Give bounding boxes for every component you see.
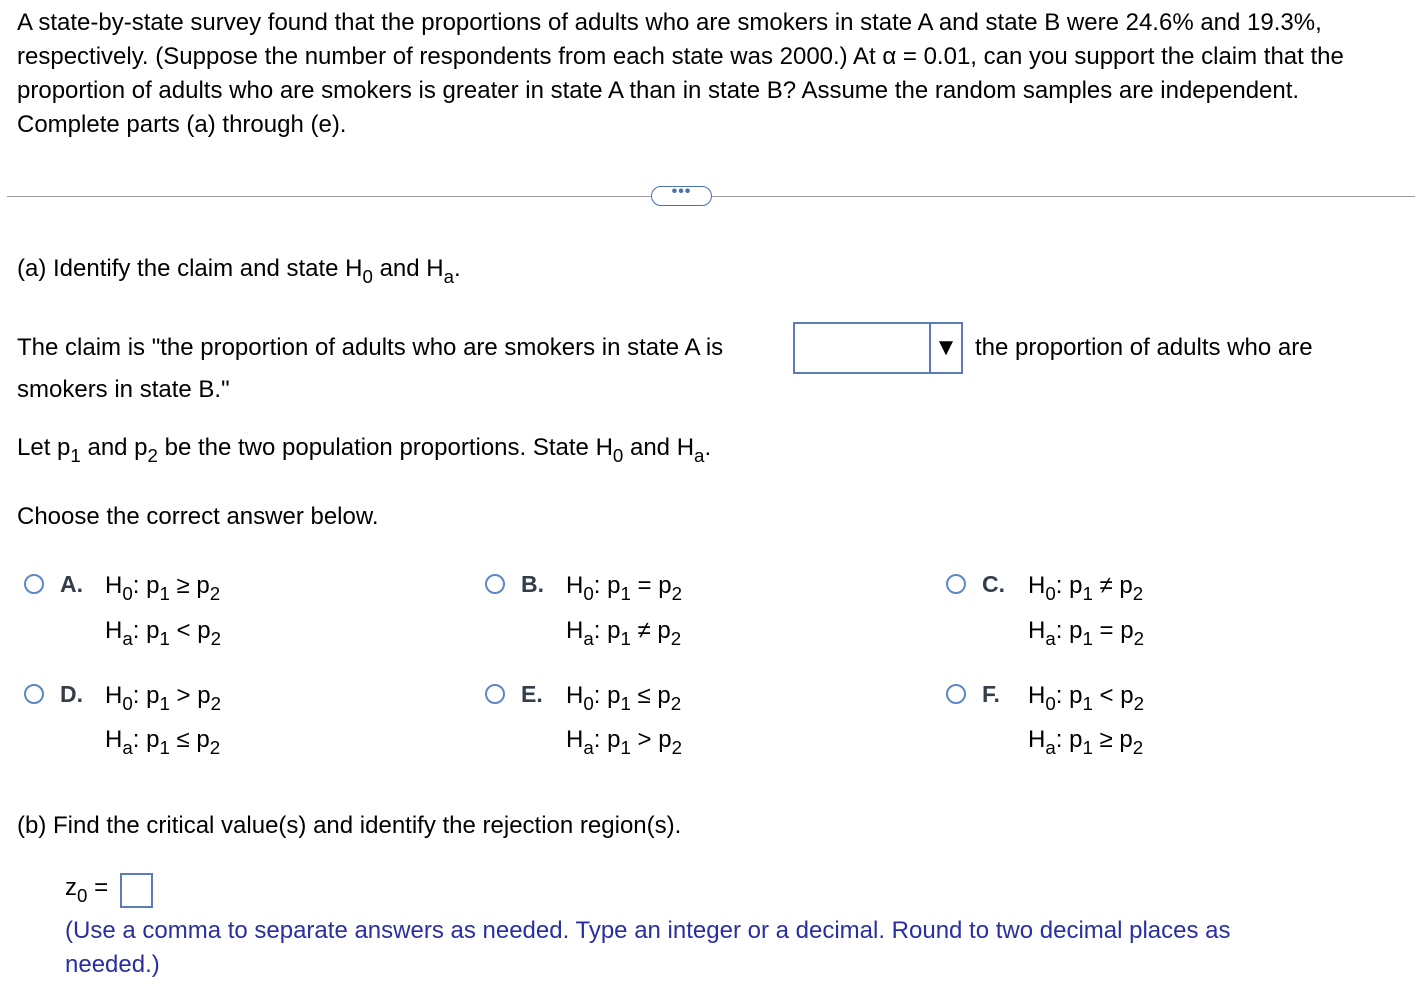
claim-suffix: the proportion of adults who are [975, 334, 1313, 361]
option-b-h0: $H_0$: $p_1 = p_2$ [566, 572, 682, 605]
z0-label: $z_0$ = [65, 874, 109, 907]
option-c-radio[interactable] [946, 574, 966, 594]
option-b-ha: $H_a$: $p_1 \ne p_2$ [566, 617, 682, 650]
option-a-h0: $H_0$: $p_1 \ge p_2$ [105, 572, 221, 605]
option-f-h0: $H_0$: $p_1 < p_2$ [1028, 682, 1144, 715]
let-statement: Let $p_1$ and $p_2$ be the two population proportions. State $H_0$ and $H_a$. [17, 434, 712, 467]
option-a-ha: $H_a$: $p_1 < p_2$ [105, 617, 221, 650]
option-a-radio[interactable] [24, 574, 44, 594]
option-b-radio[interactable] [485, 574, 505, 594]
option-d-letter: D. [60, 681, 83, 707]
critical-value-input[interactable] [120, 873, 153, 908]
option-c-h0: $H_0$: $p_1 \ne p_2$ [1028, 572, 1144, 605]
option-f-radio[interactable] [946, 684, 966, 704]
part-a-heading: (a) Identify the claim and state $H_0$ and $H_a$. [17, 255, 461, 288]
option-a-letter: A. [60, 571, 83, 597]
claim-prefix: The claim is "the proportion of adults who are smokers in state A is [17, 334, 724, 361]
option-e-h0: $H_0$: $p_1 \le p_2$ [566, 682, 682, 715]
answer-format-note: (Use a comma to separate answers as needed. Type an integer or a decimal. Round to two decimal places as needed.) [65, 917, 1231, 978]
part-b-heading: (b) Find the critical value(s) and identify the rejection region(s). [17, 812, 682, 839]
option-c-letter: C. [982, 571, 1005, 597]
claim-line-2: smokers in state B." [17, 376, 230, 403]
claim-comparison-dropdown[interactable] [793, 322, 963, 374]
option-f-letter: F. [982, 681, 1000, 707]
option-f-ha: $H_a$: $p_1 \ge p_2$ [1028, 726, 1144, 759]
problem-statement: A state-by-state survey found that the proportions of adults who are smokers in state A and state B were 24.6% and 19.3%, respectively. (Suppose the number of respondents from each state was 2000.) At α = 0.01, can you support the claim that the proportion of adults who are smokers is greater in state A than in state B? Assume the random samples are independent. Complete parts (a) through (e). [17, 9, 1344, 138]
option-d-h0: $H_0$: $p_1 > p_2$ [105, 682, 221, 715]
option-b-letter: B. [521, 571, 544, 597]
option-c-ha: $H_a$: $p_1 = p_2$ [1028, 617, 1144, 650]
choose-instruction: Choose the correct answer below. [17, 503, 379, 530]
option-d-ha: $H_a$: $p_1 \le p_2$ [105, 726, 221, 759]
option-d-radio[interactable] [24, 684, 44, 704]
option-e-radio[interactable] [485, 684, 505, 704]
dropdown-arrow-icon[interactable]: ▼ [929, 324, 961, 372]
option-e-ha: $H_a$: $p_1 > p_2$ [566, 726, 682, 759]
more-options-button[interactable]: ••• [651, 186, 712, 206]
option-e-letter: E. [521, 681, 543, 707]
